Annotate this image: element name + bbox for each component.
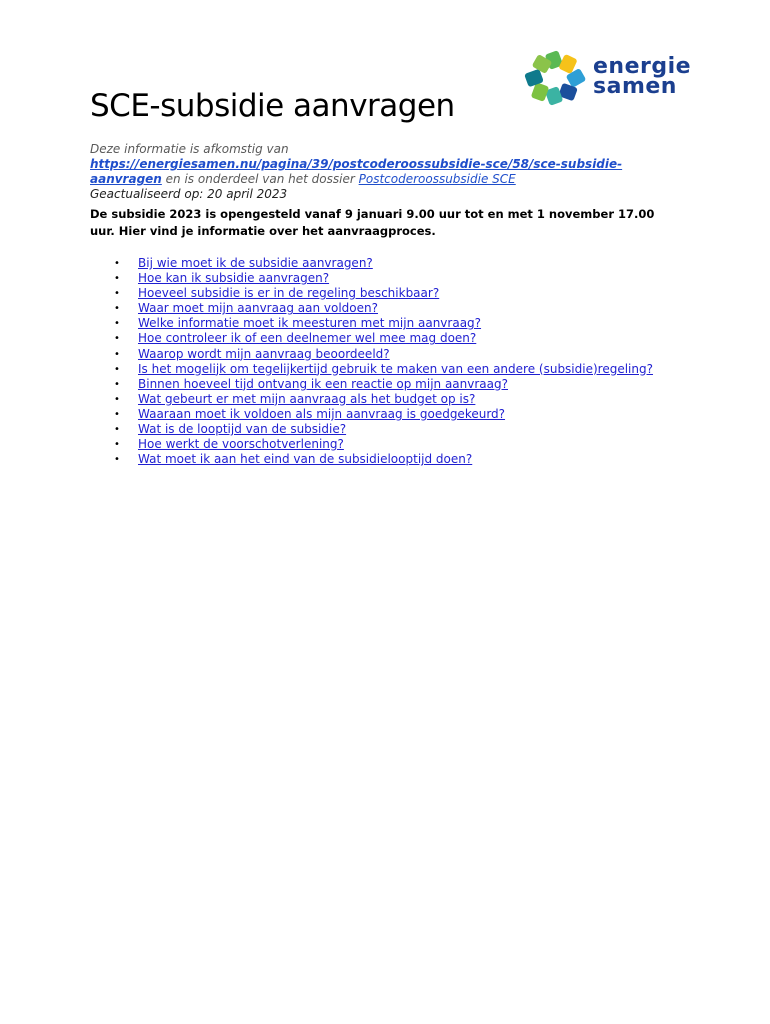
page-title: SCE-subsidie aanvragen (90, 88, 455, 124)
toc-link[interactable]: Welke informatie moet ik meesturen met mijn aanvraag? (138, 316, 482, 331)
bullet-icon: • (114, 273, 120, 285)
bullet-icon: • (114, 348, 120, 360)
bullet-icon: • (114, 408, 120, 420)
toc-link[interactable]: Wat gebeurt er met mijn aanvraag als het budget op is? (138, 391, 476, 406)
toc-item (90, 422, 690, 437)
toc-item (90, 452, 690, 467)
source-middle: en is onderdeel van het dossier (161, 172, 359, 186)
toc-link[interactable]: Wat is de looptijd van de subsidie? (138, 422, 347, 437)
toc-link[interactable]: Is het mogelijk om tegelijkertijd gebruik te maken van een andere (subsidie)regeling? (138, 361, 653, 376)
toc-item (90, 377, 690, 392)
intro-paragraph: De subsidie 2023 is opengesteld vanaf 9 januari 9.00 uur tot en met 1 november 17.00 uur. Hier vind je informatie over het aanvraagproces. (90, 207, 655, 238)
bullet-icon: • (114, 439, 120, 451)
toc-link[interactable]: Waar moet mijn aanvraag aan voldoen? (138, 301, 378, 316)
bullet-icon: • (114, 393, 120, 405)
toc-item (90, 256, 690, 271)
bullet-icon: • (114, 363, 120, 375)
bullet-icon: • (114, 333, 120, 345)
toc-link[interactable]: Hoe werkt de voorschotverlening? (138, 437, 344, 452)
logo-wordmark (593, 54, 692, 99)
toc-link[interactable]: Bij wie moet ik de subsidie aanvragen? (138, 256, 373, 270)
source-prefix: Deze informatie is afkomstig van (90, 142, 289, 156)
bullet-icon: • (114, 454, 120, 466)
bullet-icon: • (114, 378, 120, 390)
toc-item (90, 392, 690, 407)
toc-link[interactable]: Waarop wordt mijn aanvraag beoordeeld? (138, 346, 390, 361)
toc-item (90, 362, 690, 377)
toc-link[interactable]: Hoe kan ik subsidie aanvragen? (138, 271, 330, 286)
toc-link[interactable]: Hoe controleer ik of een deelnemer wel mee mag doen? (138, 331, 477, 346)
logo-word-energie: energie (593, 54, 692, 79)
dossier-link[interactable]: Postcoderoossubsidie SCE (358, 172, 516, 186)
bullet-icon: • (114, 258, 120, 269)
toc-item (90, 331, 690, 346)
bullet-icon: • (114, 303, 120, 315)
toc-item (90, 316, 690, 331)
toc-item (90, 437, 690, 452)
toc-link[interactable]: Binnen hoeveel tijd ontvang ik een reactie op mijn aanvraag? (138, 376, 508, 391)
toc-link[interactable]: Hoeveel subsidie is er in de regeling beschikbaar? (138, 286, 440, 301)
energie-samen-logo[interactable] (524, 50, 704, 110)
toc-item (90, 347, 690, 362)
toc-item (90, 407, 690, 422)
toc-item (90, 271, 690, 286)
table-of-contents (90, 256, 690, 467)
bullet-icon: • (114, 424, 120, 436)
bullet-icon: • (114, 318, 120, 330)
toc-link[interactable]: Waaraan moet ik voldoen als mijn aanvraag is goedgekeurd? (138, 406, 506, 421)
source-url-link[interactable]: https://energiesamen.nu/pagina/39/postcoderoossubsidie-sce/58/sce-subsidie-aanvragen (90, 157, 623, 186)
updated-date: Geactualiseerd op: 20 april 2023 (90, 187, 288, 201)
toc-item (90, 301, 690, 316)
toc-link[interactable]: Wat moet ik aan het eind van de subsidielooptijd doen? (138, 452, 473, 467)
source-note (90, 142, 680, 202)
logo-flower-icon (524, 50, 588, 110)
bullet-icon: • (114, 288, 120, 300)
toc-item (90, 286, 690, 301)
logo-word-samen: samen (593, 74, 677, 99)
